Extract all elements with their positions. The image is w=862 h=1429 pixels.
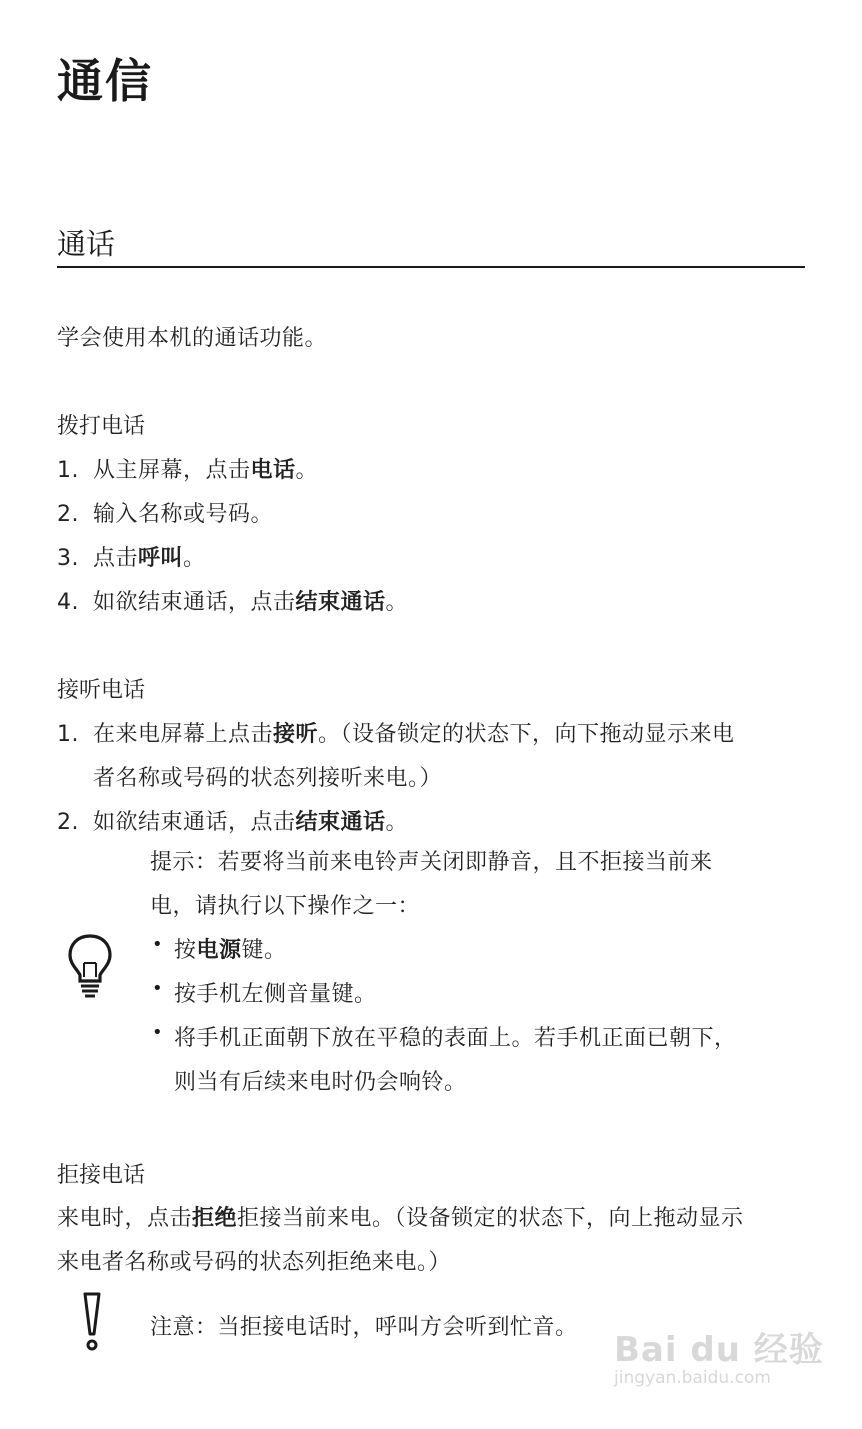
reject-line-2: 来电者名称或号码的状态列拒绝来电。） (57, 1250, 452, 1275)
answer-heading: 接听电话 (57, 678, 146, 703)
watermark-logo: Bai du 经验 (614, 1330, 824, 1370)
section-heading: 通话 (57, 227, 116, 261)
note-text: 注意：当拒接电话时，呼叫方会听到忙音。 (150, 1315, 578, 1340)
dial-heading: 拨打电话 (57, 414, 146, 439)
answer-step-1: 1. 在来电屏幕上点击接听。（设备锁定的状态下，向下拖动显示来电 (57, 722, 735, 747)
bullet-dot: • (152, 978, 163, 999)
tip-line-1: 提示：若要将当前来电铃声关闭即静音，且不拒接当前来 (150, 850, 713, 875)
page-title: 通信 (57, 54, 153, 108)
tip-bullet-1: 按电源键。 (174, 938, 287, 963)
tip-bullet-3: 将手机正面朝下放在平稳的表面上。若手机正面已朝下， (174, 1026, 737, 1051)
section-divider (57, 266, 805, 268)
tip-line-2: 电，请执行以下操作之一： (150, 894, 421, 919)
bullet-dot: • (152, 1022, 163, 1043)
dial-step-1: 1. 从主屏幕，点击电话。 (57, 458, 319, 483)
watermark-url: jingyan.baidu.com (614, 1368, 771, 1388)
dial-step-4: 4. 如欲结束通话，点击结束通话。 (57, 590, 409, 615)
dial-step-2: 2. 输入名称或号码。 (57, 502, 274, 527)
answer-step-1-cont: 者名称或号码的状态列接听来电。） (93, 766, 443, 791)
dial-step-3: 3. 点击呼叫。 (57, 546, 206, 571)
bullet-dot: • (152, 934, 163, 955)
tip-bullet-3-cont: 则当有后续来电时仍会响铃。 (174, 1070, 467, 1095)
tip-bullet-2: 按手机左侧音量键。 (174, 982, 377, 1007)
answer-step-2: 2. 如欲结束通话，点击结束通话。 (57, 810, 409, 835)
reject-heading: 拒接电话 (57, 1163, 146, 1188)
exclamation-icon (80, 1290, 104, 1352)
reject-line-1: 来电时，点击拒绝拒接当前来电。（设备锁定的状态下，向上拖动显示 (57, 1206, 744, 1231)
intro-text: 学会使用本机的通话功能。 (57, 326, 328, 351)
lightbulb-icon (66, 933, 114, 999)
